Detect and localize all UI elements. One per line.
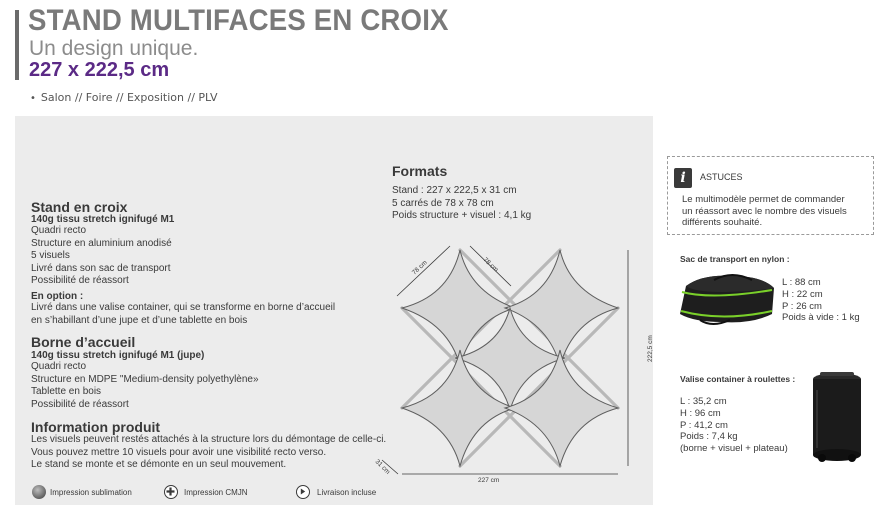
bag-spec: L : 88 cm: [782, 277, 821, 288]
legend-cmjn-label: Impression CMJN: [184, 488, 248, 497]
option-line: en s’habillant d’une jupe et d’une tablette en bois: [31, 314, 248, 326]
case-title: Valise container à roulettes :: [680, 374, 796, 384]
bag-specs: [782, 277, 860, 324]
borne-feature: Quadri recto: [31, 361, 87, 372]
container-case-image: [808, 370, 866, 464]
info-line: Vous pouvez mettre 10 visuels pour avoir une visibilité recto verso.: [31, 446, 327, 458]
tagline: [30, 91, 217, 104]
formats-lines: [392, 185, 531, 223]
transport-bag-image: [672, 270, 778, 330]
bag-spec: H : 22 cm: [782, 288, 823, 300]
option-line: Livré dans une valise container, qui se transforme en borne d’accueil: [31, 302, 336, 313]
bag-spec: P : 26 cm: [782, 300, 822, 312]
stand-feature: Livré dans son sac de transport: [31, 262, 171, 274]
stand-feature: 5 visuels: [31, 250, 70, 261]
bag-spec: Poids à vide : 1 kg: [782, 312, 860, 324]
info-lines: [31, 434, 386, 472]
case-specs: [680, 396, 788, 455]
borne-features: [31, 361, 259, 411]
dim-depth-label: 31 cm: [373, 458, 392, 476]
case-spec: L : 35,2 cm: [680, 396, 727, 407]
case-spec: Poids : 7,4 kg: [680, 431, 738, 443]
product-dimensions: 227 x 222,5 cm: [29, 59, 170, 81]
stand-feature: Structure en aluminium anodisé: [31, 237, 172, 249]
tips-line: un réassort avec le nombre des visuels: [682, 205, 847, 217]
tips-line: différents souhaité.: [682, 217, 763, 228]
fabric-panels: [402, 250, 618, 466]
legend-delivery-label: Livraison incluse: [317, 488, 377, 497]
option-lines: [31, 302, 335, 327]
case-spec: P : 41,2 cm: [680, 419, 728, 431]
page-title: STAND MULTIFACES EN CROIX: [28, 4, 449, 37]
stand-cross-diagram: [370, 238, 654, 488]
tagline-text: Salon // Foire // Exposition // PLV: [40, 91, 218, 104]
bag-title: Sac de transport en nylon :: [680, 254, 790, 264]
dim-width-label: 227 cm: [478, 477, 500, 484]
header-accent-bar: [15, 10, 19, 80]
case-spec: (borne + visuel + plateau): [680, 443, 788, 455]
page-subtitle: Un design unique.: [29, 37, 199, 60]
stand-feature: Quadri recto: [31, 225, 87, 236]
cmjn-icon: [164, 485, 178, 499]
stand-section-title: Stand en croix: [31, 199, 128, 215]
dim-square-b-label: 78 cm: [481, 256, 500, 274]
legend-sublimation-label: Impression sublimation: [50, 488, 132, 497]
borne-section-title: Borne d’accueil: [31, 334, 136, 350]
borne-feature: Structure en MDPE "Medium-density polyethylène»: [31, 373, 259, 385]
tips-lines: [682, 194, 847, 229]
format-line: 5 carrés de 78 x 78 cm: [392, 197, 494, 209]
dim-height-label: 222,5 cm: [647, 335, 654, 362]
format-line: Stand : 227 x 222,5 x 31 cm: [392, 185, 517, 196]
stand-material: 140g tissu stretch ignifugé M1: [31, 214, 175, 225]
formats-title: Formats: [392, 163, 448, 179]
play-icon: [296, 485, 310, 499]
stand-features: [31, 225, 172, 288]
info-line: Les visuels peuvent restés attachés à la structure lors du démontage de celle-ci.: [31, 434, 387, 445]
sublimation-icon: [32, 485, 46, 499]
info-icon: i: [674, 168, 692, 188]
bullet-icon: •: [30, 93, 36, 104]
borne-feature: Possibilité de réassort: [31, 398, 129, 410]
stand-feature: Possibilité de réassort: [31, 275, 129, 286]
tips-title: ASTUCES: [700, 172, 743, 182]
borne-feature: Tablette en bois: [31, 386, 102, 397]
tips-line: Le multimodèle permet de commander: [682, 194, 845, 205]
case-spec: H : 96 cm: [680, 407, 721, 419]
dim-square-a-label: 78 cm: [410, 259, 429, 277]
info-section-title: Information produit: [31, 419, 161, 435]
info-line: Le stand se monte et se démonte en un seul mouvement.: [31, 459, 287, 470]
option-title: En option :: [31, 291, 84, 302]
format-line: Poids structure + visuel : 4,1 kg: [392, 210, 532, 221]
borne-material: 140g tissu stretch ignifugé M1 (jupe): [31, 350, 205, 361]
